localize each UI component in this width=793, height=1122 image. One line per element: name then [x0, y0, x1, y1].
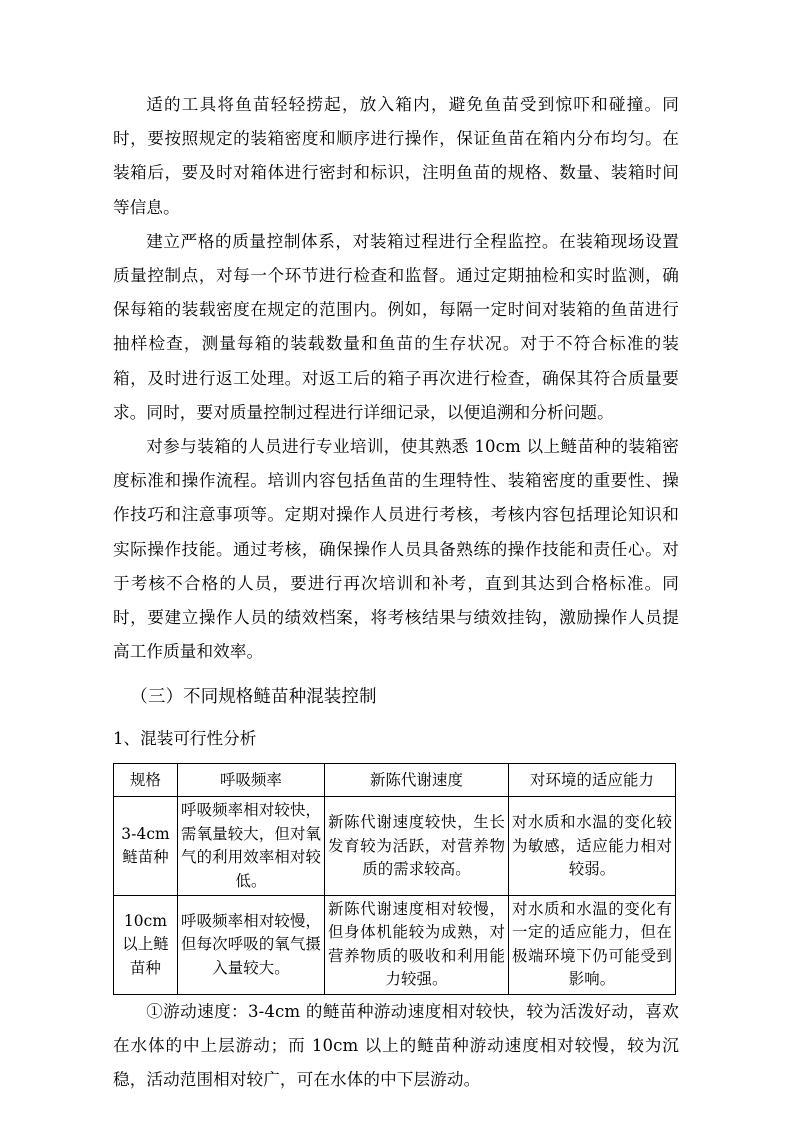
paragraph-staff-training: 对参与装箱的人员进行专业培训，使其熟悉 10cm 以上鲢苗种的装箱密度标准和操作流程。培训内容包括鱼苗的生理特性、装箱密度的重要性、操作技巧和注意事项等。定期对操作人员进行考核，考核内容包括理论知识和实际操作技能。通过考核，确保操作人员具备熟练的操作技能和责任心。对于考核不合格的人员，要进行再次培训和补考，直到其达到合格标准。同时，要建立操作人员的绩效档案，将考核结果与绩效挂钩，激励操作人员提高工作质量和效率。 [113, 437, 679, 662]
section-heading-major: （三）不同规格鲢苗种混装控制 [130, 687, 377, 708]
table-header [114, 764, 676, 797]
table-cell-spec: 3-4cm 鲢苗种 [114, 797, 178, 896]
table-row [114, 797, 676, 896]
table-cell-breathing: 呼吸频率相对较快，需氧量较大，但对氧气的利用效率相对较低。 [178, 797, 325, 896]
document-body [113, 88, 679, 1097]
table-cell-breathing: 呼吸频率相对较慢，但每次呼吸的氧气摄入量较大。 [178, 896, 325, 995]
table-cell-adaptability: 对水质和水温的变化较为敏感，适应能力相对较弱。 [509, 797, 676, 896]
spacer-before-heading [113, 669, 679, 677]
table-header-row [114, 764, 676, 797]
table-cell-metabolism: 新陈代谢速度相对较慢，但身体机能较为成熟，对营养物质的吸收和利用能力较强。 [325, 896, 509, 995]
table-header-breathing: 呼吸频率 [178, 764, 325, 797]
table-cell-metabolism: 新陈代谢速度较快，生长发育较为活跃，对营养物质的需求较高。 [325, 797, 509, 896]
comparison-table-wrapper [113, 763, 679, 994]
comparison-table [113, 763, 676, 994]
paragraph-packing-procedure: 适的工具将鱼苗轻轻捞起，放入箱内，避免鱼苗受到惊吓和碰撞。同时，要按照规定的装箱密度和顺序进行操作，保证鱼苗在箱内分布均匀。在装箱后，要及时对箱体进行密封和标识，注明鱼苗的规格、数量、装箱时间等信息。 [113, 95, 679, 217]
table-header-spec: 规格 [114, 764, 178, 797]
table-body [114, 797, 676, 994]
table-row [114, 896, 676, 995]
paragraph-quality-control: 建立严格的质量控制体系，对装箱过程进行全程监控。在装箱现场设置质量控制点，对每一个环节进行检查和监督。通过定期抽检和实时监测，确保每箱的装载密度在规定的范围内。例如，每隔一定时间对装箱的鱼苗进行抽样检查，测量每箱的装载数量和鱼苗的生存状况。对于不符合标准的装箱，及时进行返工处理。对返工后的箱子再次进行检查，确保其符合质量要求。同时，要对质量控制过程进行详细记录，以便追溯和分析问题。 [113, 231, 679, 422]
table-header-metabolism: 新陈代谢速度 [325, 764, 509, 797]
table-cell-spec: 10cm 以上鲢苗种 [114, 896, 178, 995]
paragraph-swimming-speed: ①游动速度：3-4cm 的鲢苗种游动速度相对较快，较为活泼好动，喜欢在水体的中上层游动；而 10cm 以上的鲢苗种游动速度相对较慢，较为沉稳，活动范围相对较广，可在水体的中下层游动。 [113, 1001, 679, 1090]
section-heading-minor: 1、混装可行性分析 [113, 729, 257, 749]
table-cell-adaptability: 对水质和水温的变化有一定的适应能力，但在极端环境下仍可能受到影响。 [509, 896, 676, 995]
table-header-adaptability: 对环境的适应能力 [509, 764, 676, 797]
